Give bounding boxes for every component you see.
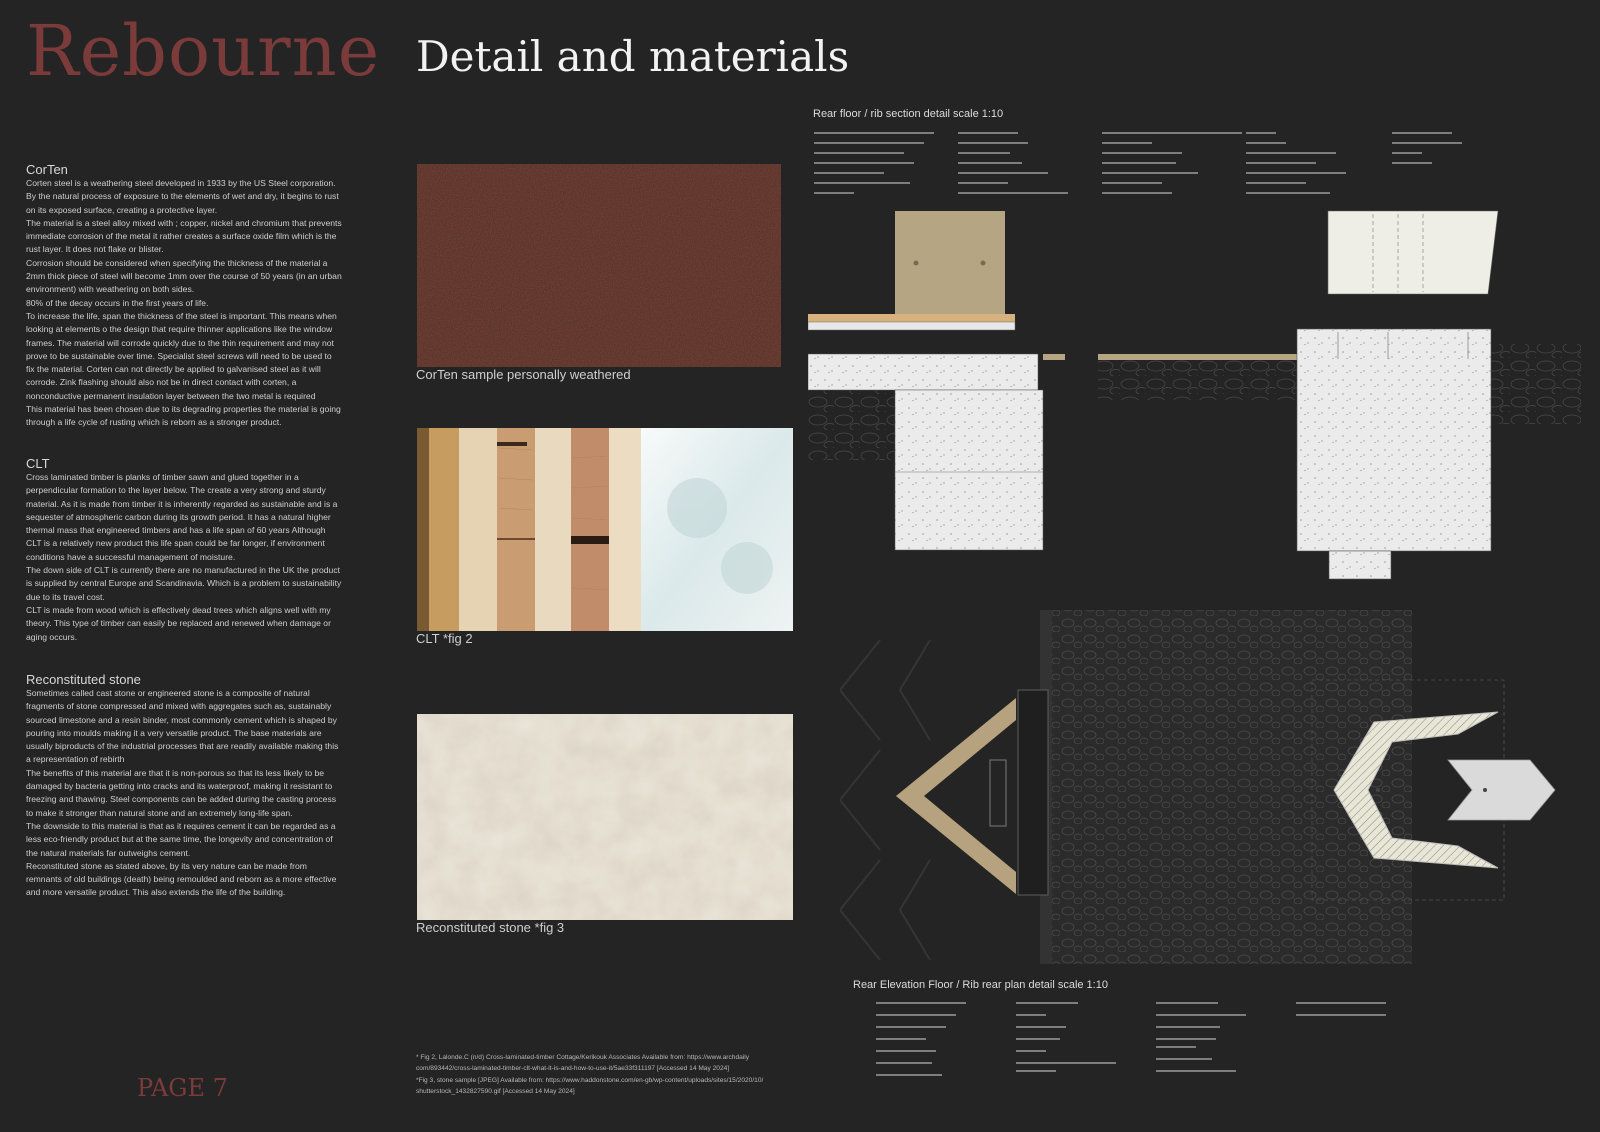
clt-caption: CLT *fig 2 bbox=[416, 631, 473, 646]
reference-item: * Fig 2, Lalonde.C (n/d) Cross-laminated-timber Cottage/Kerikouk Associates Available from: https://www.archdaily com/893442/cross-laminated-timber-clt-what-it-is-and-how-to-use-it/5ae33f311197 [Accessed 14 May 2024] bbox=[416, 1054, 750, 1072]
section-detail-drawing bbox=[808, 124, 1588, 584]
stone-sample-image bbox=[417, 714, 793, 920]
corten-caption: CorTen sample personally weathered bbox=[416, 367, 631, 382]
plan-detail-drawing bbox=[840, 600, 1560, 972]
brand-title: Rebourne bbox=[26, 10, 381, 92]
page-number: PAGE 7 bbox=[137, 1074, 228, 1102]
paragraph: The downside to this material is that as it requires cement it can be regarded as a less eco-friendly product but at the same time, the longevity and concentration of the natural materials far outweighs cement. bbox=[26, 820, 336, 858]
section-title: Reconstituted stone bbox=[26, 672, 141, 687]
paragraph: The benefits of this material are that it is non-porous so that its less likely to be damaged by bacteria getting into cracks and its waterproof, making it resistant to freezing and thawing. Steel components can be added during the casting process to make it stronger than natural stone and an extremely long-life span. bbox=[26, 767, 337, 818]
paragraph: The material is a steel alloy mixed with ; copper, nickel and chromium that prevents immediate corrosion of the metal it rather creates a surface oxide film which is the rust layer. It does not flake or blister. bbox=[26, 217, 342, 255]
paragraph: The down side of CLT is currently there are no manufactured in the UK the product is supplied by central Europe and Scandinavia. Which is a problem to sustainability due to its travel cost. bbox=[26, 565, 342, 602]
section-corten bbox=[26, 162, 342, 430]
paragraph: Corrosion should be considered when specifying the thickness of the material a 2mm thick piece of steel will become 1mm over the course of 50 years (in an urban environment) with weathering on both sides. bbox=[26, 257, 342, 295]
reference-item: *Fig 3, stone sample [JPEG] Available from: https://www.haddonstone.com/en-gb/wp-content/uploads/sites/15/2020/10/ shutterstock_1432827590.gif [Accessed 14 May 2024] bbox=[416, 1077, 764, 1095]
paragraph: CLT is made from wood which is effectively dead trees which aligns well with my theory. This type of timber can easily be replaced and renewed when damage or aging occurs. bbox=[26, 604, 331, 642]
section-stone bbox=[26, 672, 342, 900]
section-body bbox=[26, 471, 342, 644]
figure-references bbox=[416, 1052, 796, 1098]
section-body bbox=[26, 687, 342, 900]
paragraph: Sometimes called cast stone or engineered stone is a composite of natural fragments of stone compressed and mixed with aggregates such as, sustainably sourced limestone and a resin binder, most commonly cement which is shaped by pouring into moulds making it a very versatile product. The base materials are usually biproducts of the industrial processes that are readily available making this a representation of rebirth bbox=[26, 688, 339, 765]
paragraph: Reconstituted stone as stated above, by its very nature can be made from remnants of old buildings (death) being remoulded and reborn as a more effective and more versatile product. This also extends the life of the building. bbox=[26, 860, 337, 898]
section-title: CLT bbox=[26, 456, 50, 471]
section-clt bbox=[26, 456, 342, 644]
section-body bbox=[26, 177, 342, 430]
section-drawing-title: Rear floor / rib section detail scale 1:10 bbox=[813, 108, 1004, 120]
clt-sample-image bbox=[417, 428, 793, 631]
paragraph: To increase the life, span the thickness of the steel is important. This means when looking at elements o the design that require thinner applications like the window frames. The material will corrode quickly due to the thin requirement and may not prove to be sustainable over time. Specialist steel screws will need to be used to fix the material. Corten can not directly be applied to galvanised steel as it will corrode. Zink flashing should also not be in direct contact with corten, a nonconductive permanent insulation layer between the two metal is required bbox=[26, 310, 337, 401]
stone-caption: Reconstituted stone *fig 3 bbox=[416, 920, 565, 935]
section-title: CorTen bbox=[26, 162, 68, 177]
corten-sample-image bbox=[417, 164, 781, 367]
paragraph: 80% of the decay occurs in the first years of life. bbox=[26, 297, 209, 308]
page-heading: Detail and materials bbox=[416, 32, 850, 81]
paragraph: Corten steel is a weathering steel developed in 1933 by the US Steel corporation. By the natural process of exposure to the elements of wet and dry, it begins to rust on its exposed surface, creating a protective layer. bbox=[26, 178, 339, 215]
paragraph: Cross laminated timber is planks of timber sawn and glued together in a perpendicular formation to the layer below. The create a very strong and sturdy material. As it is made from timber it is inherently regarded as sustainable and is a sequester of atmospheric carbon during its growth period. It has a natural higher thermal mass that engineered timbers and has a life span of 60 years Although CLT is a relatively new product this life span could be far longer, if environment conditions have a successful management of moisture. bbox=[26, 472, 338, 562]
plan-notes bbox=[876, 998, 1396, 1082]
paragraph: This material has been chosen due to its degrading properties the material is going through a life cycle of rusting which is reborn as a stronger product. bbox=[26, 404, 341, 428]
plan-drawing-title: Rear Elevation Floor / Rib rear plan detail scale 1:10 bbox=[853, 979, 1108, 991]
